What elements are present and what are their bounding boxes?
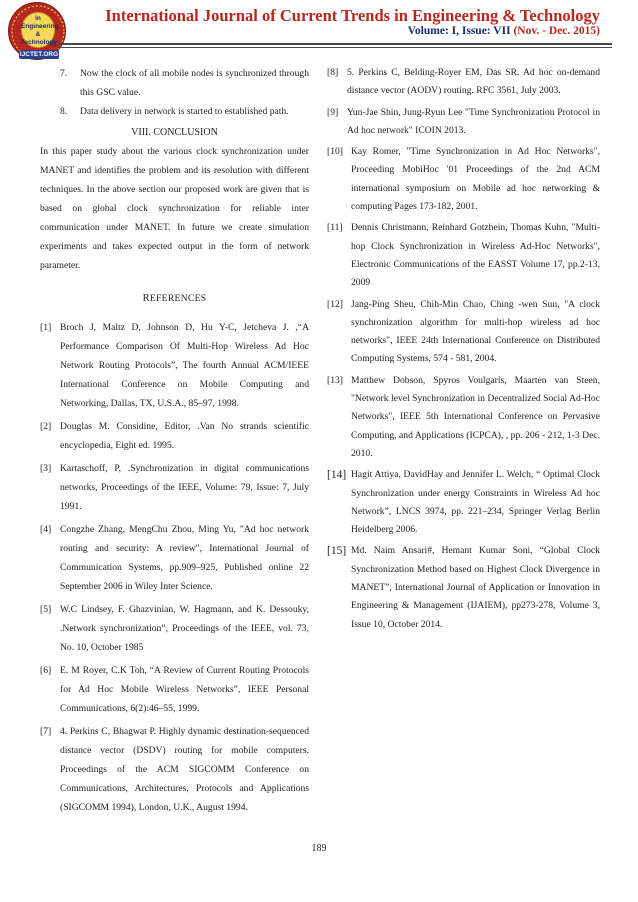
header-rule-thin — [58, 47, 612, 48]
logo-line-4: Technology — [21, 39, 57, 46]
reference-item — [327, 143, 600, 216]
page-number: 189 — [311, 843, 327, 854]
reference-tag: [10] — [327, 146, 343, 158]
reference-tag: [14] — [327, 469, 347, 482]
reference-text: Yun-Jae Shin, Jung-Ryun Lee "Time Synchronization Protocol in Ad hoc network" ICOIN 2013. — [347, 106, 600, 136]
reference-text: E. M Royer, C.K Toh, “A Review of Current Routing Protocols for Ad Hoc Mobile Wireless Networks”, IEEE Personal Communications, 6(2):46–55, 1999. — [60, 665, 309, 714]
reference-item — [40, 722, 309, 817]
reference-item — [327, 64, 600, 101]
page-header — [0, 0, 638, 60]
logo-line-1: in — [35, 15, 41, 22]
logo-banner: IJCTET.ORG — [19, 51, 59, 58]
list-item-text: Now the clock of all mobile nodes is synchronized through this GSC value. — [80, 68, 309, 98]
reference-tag: [13] — [327, 374, 343, 386]
reference-text: Kartaschoff, P, .Synchronization in digital communications networks, Proceedings of the IEEE, Volume: 79, Issue: 7, July 1991. — [60, 463, 309, 512]
volume-prefix: Volume: I, Issue: VII — [407, 25, 514, 37]
reference-text: Hagit Attiya, DavidHay and Jennifer L. Welch, “ Optimal Clock Synchronization under energy Constraints in Wireless Ad hoc Network”, LNCS 3974, pp. 221–234, Springer Verlag Berlin Heidelberg 2006. — [351, 469, 600, 536]
reference-tag: [15] — [327, 545, 347, 558]
reference-text: 4. Perkins C, Bhagwat P. Highly dynamic destination-sequenced distance vector (DSDV) routing for mobile computers. Proceedings of the ACM SIGCOMM Conference on Communications, Architectures, Protocols and Applications (SIGCOMM 1994), London, U.K., August 1994. — [60, 726, 309, 813]
left-column — [40, 64, 309, 821]
reference-item — [327, 104, 600, 141]
references-heading — [40, 289, 309, 308]
reference-item — [327, 466, 600, 539]
reference-item — [327, 219, 600, 292]
conclusion-paragraph: In this paper study about the various clock synchronization under MANET and identifies the problem and its resolution with different techniques. In the above section our proposed work are given that is based on global clock synchronization for reliable inter communication under MANET. In future we create simulation experiments and takes expected output in the form of network parameter. — [40, 146, 309, 271]
volume-date: (Nov. - Dec. 2015) — [513, 25, 600, 37]
reference-tag: [11] — [327, 222, 343, 234]
reference-item — [327, 542, 600, 633]
header-rule-thick — [58, 43, 612, 45]
reference-item — [40, 600, 309, 657]
reference-text: Congzhe Zhang, MengChu Zhou, Ming Yu, "Ad hoc network routing and security: A review", International Journal of Communication Systems, pp.909–925, Published online 22 September 2006 in Wiley Inter Science. — [60, 524, 309, 592]
reference-tag: [8] — [327, 67, 339, 78]
references-heading-initial: R — [142, 293, 150, 304]
reference-text: Broch J, Maltz D, Johnson D, Hu Y-C, Jetcheva J. ,“A Performance Comparison Of Multi-Hop Wireless Ad Hoc Network Routing Protocols”, The fourth Annual ACM/IEEE International Conference on Mobile Computing and Networking, Dallas, TX, U.S.A., 85–97, 1998. — [60, 322, 309, 409]
reference-item — [40, 417, 309, 455]
right-column — [327, 64, 600, 637]
list-item — [40, 102, 309, 121]
reference-text: Kay Romer, "Time Synchronization in Ad Hoc Networks", Proceeding MobiHoc '01 Proceedings of the 2nd ACM international symposium on Mobile ad hoc networking & computing Pages 173-182, 2001. — [351, 146, 600, 213]
reference-text: Jang-Ping Sheu, Chih-Min Chao, Ching -wen Sun, "A clock synchronization algorithm for multi-hop wireless ad hoc networks", IEEE 24th International Conference on Distributed Computing Systems, 574 - 581, 2004. — [351, 298, 600, 365]
logo-line-2: Engineering — [21, 23, 59, 30]
journal-title: International Journal of Current Trends in Engineering & Technology — [105, 6, 600, 25]
reference-item — [327, 296, 600, 369]
reference-text: W.C Lindsey, F. Ghazvinian, W. Hagmann, and K. Dessouky, .Network synchronization”, Proceedings of the IEEE, vol. 73, No. 10, October 1985 — [60, 604, 309, 653]
volume-line — [408, 25, 600, 37]
reference-item — [327, 372, 600, 463]
reference-text: Matthew Dobson, Spyros Voulgaris, Maarten van Steen, "Network level Synchronization in Decentralized Social Ad-Hoc Networks", IEEE 5th International Conference on Pervasive Computing, and Applications (ICPCA), , pp. 206 - 212, 1-3 Dec. 2010. — [351, 374, 600, 459]
reference-tag: [1] — [40, 322, 52, 333]
logo-text — [21, 15, 59, 47]
list-item-number: 8. — [60, 106, 68, 117]
reference-tag: [7] — [40, 726, 52, 737]
logo-line-3: & — [35, 31, 41, 38]
reference-item — [40, 459, 309, 516]
reference-text: 5. Perkins C, Belding-Royer EM, Das SR. Ad hoc on-demand distance vector (AODV) routing. RFC 3561, July 2003. — [347, 67, 600, 97]
reference-item — [40, 520, 309, 596]
reference-tag: [12] — [327, 298, 343, 310]
reference-tag: [5] — [40, 604, 52, 615]
list-item — [40, 64, 309, 102]
reference-tag: [9] — [327, 106, 339, 118]
list-item-text: Data delivery in network is started to established path. — [80, 106, 289, 117]
reference-text: Douglas M. Considine, Editor, .Van No strands scientific encyclopedia, Eight ed. 1995. — [60, 421, 309, 451]
reference-tag: [4] — [40, 524, 52, 535]
reference-tag: [2] — [40, 421, 52, 432]
reference-text: Md. Naim Ansari#, Hemant Kumar Soni, “Global Clock Synchronization Method based on Highest Clock Divergence in MANET”, International Journal of Application or Innovation in Engineering & Management (IJAIEM), pp273-278, Volume 3, Issue 10, October 2014. — [351, 545, 600, 630]
reference-tag: [3] — [40, 463, 52, 474]
journal-logo — [8, 2, 66, 60]
reference-tag: [6] — [40, 665, 52, 676]
reference-item — [40, 318, 309, 413]
list-item-number: 7. — [60, 68, 68, 79]
reference-text: Dennis Christmann, Reinhard Gotzhein, Thomas Kuhn, "Multi-hop Clock Synchronization in Wireless Ad-Hoc Networks", Electronic Communications of the EASST Volume 17, pp.2-13, 2009 — [351, 222, 600, 289]
conclusion-heading: VIII. CONCLUSION — [131, 127, 218, 138]
reference-item — [40, 661, 309, 718]
references-heading-rest: EFERENCES — [149, 293, 207, 304]
